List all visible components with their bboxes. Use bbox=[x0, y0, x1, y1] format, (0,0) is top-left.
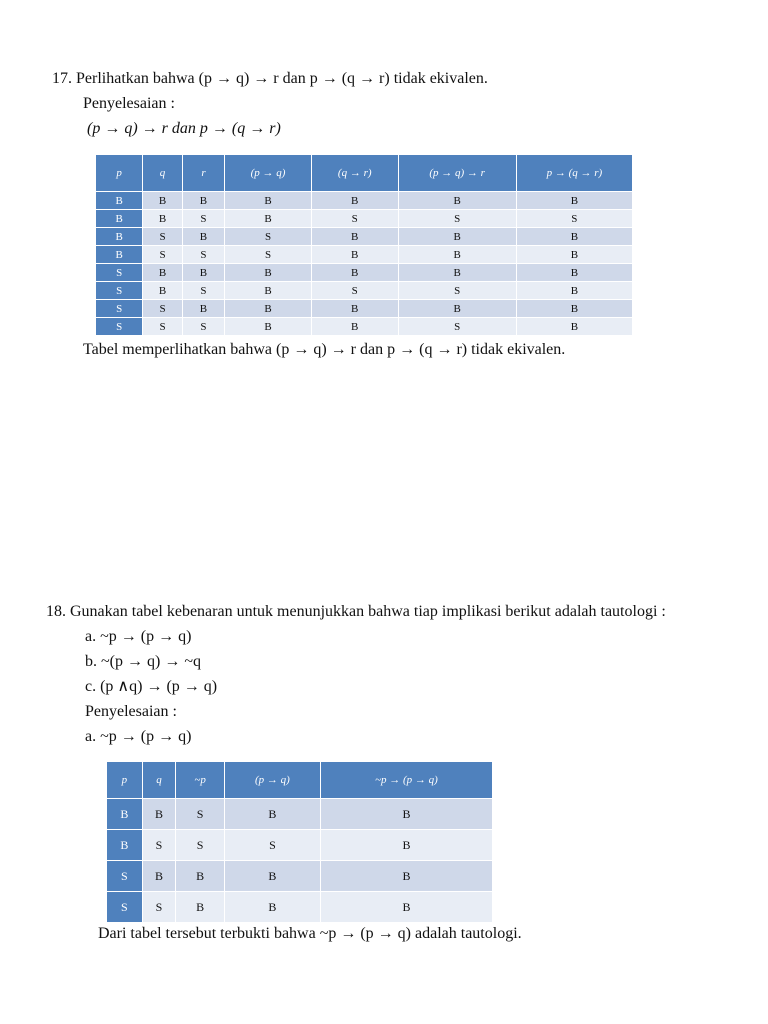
truth-table-17-header: q bbox=[143, 155, 182, 192]
truth-table-18a bbox=[106, 761, 493, 923]
truth-table-17-cell: B bbox=[311, 246, 398, 264]
truth-table-17-row bbox=[96, 192, 633, 210]
problem-18-item-b: b. ~(p → q) → ~q bbox=[85, 653, 201, 670]
truth-table-17-cell: B bbox=[311, 264, 398, 282]
truth-table-17-cell: B bbox=[143, 264, 182, 282]
truth-table-18a-cell: S bbox=[176, 830, 225, 861]
truth-table-18a-cell: B bbox=[224, 861, 320, 892]
truth-table-17-cell: B bbox=[516, 228, 632, 246]
truth-table-17-row bbox=[96, 228, 633, 246]
problem-18-solution-label: Penyelesaian : bbox=[85, 703, 177, 720]
truth-table-17-cell: B bbox=[143, 192, 182, 210]
truth-table-17-cell: S bbox=[182, 282, 224, 300]
truth-table-17-row bbox=[96, 300, 633, 318]
truth-table-17-header: (p → q) → r bbox=[398, 155, 516, 192]
truth-table-17-cell: S bbox=[398, 210, 516, 228]
truth-table-18a-cell: B bbox=[320, 892, 492, 923]
truth-table-17-cell: B bbox=[225, 282, 312, 300]
truth-table-18a-cell: S bbox=[176, 799, 225, 830]
truth-table-18a-header-row bbox=[107, 762, 493, 799]
problem-18-solution-a: a. ~p → (p → q) bbox=[85, 728, 192, 745]
truth-table-18a-header: ~p → (p → q) bbox=[320, 762, 492, 799]
truth-table-17-cell: B bbox=[96, 192, 143, 210]
truth-table-17-cell: B bbox=[516, 300, 632, 318]
truth-table-18a-header: p bbox=[107, 762, 143, 799]
truth-table-17-cell: S bbox=[225, 228, 312, 246]
truth-table-17-cell: B bbox=[398, 192, 516, 210]
truth-table-17 bbox=[95, 154, 633, 336]
truth-table-17-cell: S bbox=[311, 282, 398, 300]
truth-table-18a-cell: B bbox=[107, 830, 143, 861]
truth-table-17-row bbox=[96, 282, 633, 300]
truth-table-18a-cell: S bbox=[142, 892, 176, 923]
problem-18-item-a: a. ~p → (p → q) bbox=[85, 628, 192, 645]
truth-table-17-cell: B bbox=[516, 246, 632, 264]
truth-table-17-row bbox=[96, 264, 633, 282]
truth-table-17-cell: S bbox=[143, 228, 182, 246]
truth-table-18a-cell: B bbox=[224, 799, 320, 830]
truth-table-17-cell: B bbox=[398, 246, 516, 264]
problem-18-title: 18. Gunakan tabel kebenaran untuk menunjukkan bahwa tiap implikasi berikut adalah tautologi : bbox=[46, 603, 666, 620]
truth-table-17-cell: S bbox=[182, 246, 224, 264]
truth-table-17-cell: B bbox=[311, 318, 398, 336]
truth-table-17-cell: B bbox=[225, 300, 312, 318]
truth-table-17-cell: S bbox=[96, 318, 143, 336]
truth-table-17-row bbox=[96, 318, 633, 336]
truth-table-17-header: (q → r) bbox=[311, 155, 398, 192]
truth-table-18a-cell: B bbox=[176, 861, 225, 892]
truth-table-17-cell: B bbox=[96, 228, 143, 246]
truth-table-17-cell: B bbox=[398, 264, 516, 282]
truth-table-18a-row bbox=[107, 861, 493, 892]
truth-table-17-cell: S bbox=[225, 246, 312, 264]
truth-table-18a-cell: B bbox=[320, 799, 492, 830]
truth-table-17-header: (p → q) bbox=[225, 155, 312, 192]
truth-table-17-cell: S bbox=[182, 210, 224, 228]
truth-table-17-header: p → (q → r) bbox=[516, 155, 632, 192]
truth-table-17-cell: B bbox=[225, 264, 312, 282]
truth-table-18a-row bbox=[107, 892, 493, 923]
truth-table-18a-header: (p → q) bbox=[224, 762, 320, 799]
truth-table-17-row bbox=[96, 246, 633, 264]
truth-table-17-cell: B bbox=[311, 192, 398, 210]
truth-table-18a-cell: S bbox=[107, 861, 143, 892]
truth-table-17-cell: B bbox=[516, 282, 632, 300]
truth-table-17-cell: B bbox=[225, 318, 312, 336]
truth-table-18a-row bbox=[107, 830, 493, 861]
problem-17-conclusion: Tabel memperlihatkan bahwa (p → q) → r dan p → (q → r) tidak ekivalen. bbox=[83, 341, 566, 358]
truth-table-17-cell: B bbox=[311, 300, 398, 318]
truth-table-17-cell: S bbox=[398, 318, 516, 336]
truth-table-17-row bbox=[96, 210, 633, 228]
truth-table-17-cell: B bbox=[225, 192, 312, 210]
truth-table-17-cell: S bbox=[143, 300, 182, 318]
truth-table-17-cell: S bbox=[143, 318, 182, 336]
problem-17-expression: (p → q) → r dan p → (q → r) bbox=[87, 120, 281, 137]
truth-table-17-header-row bbox=[96, 155, 633, 192]
truth-table-17-cell: B bbox=[516, 318, 632, 336]
truth-table-17-cell: B bbox=[311, 228, 398, 246]
truth-table-18a-cell: B bbox=[320, 830, 492, 861]
truth-table-17-cell: B bbox=[182, 192, 224, 210]
truth-table-17-cell: S bbox=[96, 264, 143, 282]
truth-table-18a-cell: S bbox=[142, 830, 176, 861]
truth-table-17-header: r bbox=[182, 155, 224, 192]
truth-table-17-cell: S bbox=[143, 246, 182, 264]
truth-table-17-cell: S bbox=[398, 282, 516, 300]
truth-table-18a-header: q bbox=[142, 762, 176, 799]
truth-table-18a-cell: B bbox=[142, 861, 176, 892]
truth-table-17-cell: B bbox=[182, 264, 224, 282]
truth-table-17-cell: B bbox=[516, 192, 632, 210]
truth-table-18a-row bbox=[107, 799, 493, 830]
truth-table-18a-cell: S bbox=[224, 830, 320, 861]
truth-table-17-cell: B bbox=[182, 300, 224, 318]
truth-table-17-cell: S bbox=[182, 318, 224, 336]
truth-table-18a-cell: B bbox=[176, 892, 225, 923]
truth-table-17-cell: B bbox=[182, 228, 224, 246]
truth-table-18a-header: ~p bbox=[176, 762, 225, 799]
truth-table-17-cell: S bbox=[96, 300, 143, 318]
truth-table-17-cell: S bbox=[516, 210, 632, 228]
truth-table-18a-cell: B bbox=[142, 799, 176, 830]
truth-table-17-cell: B bbox=[96, 246, 143, 264]
truth-table-18a-cell: S bbox=[107, 892, 143, 923]
truth-table-17-cell: B bbox=[96, 210, 143, 228]
truth-table-17-cell: B bbox=[143, 210, 182, 228]
truth-table-18a-cell: B bbox=[107, 799, 143, 830]
truth-table-17-cell: S bbox=[311, 210, 398, 228]
problem-17-title: 17. Perlihatkan bahwa (p → q) → r dan p → (q → r) tidak ekivalen. bbox=[52, 70, 488, 87]
truth-table-18a-cell: B bbox=[224, 892, 320, 923]
truth-table-17-cell: B bbox=[398, 228, 516, 246]
truth-table-17-cell: B bbox=[516, 264, 632, 282]
problem-18-conclusion: Dari tabel tersebut terbukti bahwa ~p → (p → q) adalah tautologi. bbox=[98, 925, 522, 942]
truth-table-17-header: p bbox=[96, 155, 143, 192]
truth-table-17-cell: B bbox=[143, 282, 182, 300]
problem-17-solution-label: Penyelesaian : bbox=[83, 95, 175, 112]
truth-table-18a-cell: B bbox=[320, 861, 492, 892]
problem-18-item-c: c. (p ∧q) → (p → q) bbox=[85, 678, 218, 695]
truth-table-17-cell: B bbox=[398, 300, 516, 318]
truth-table-17-cell: B bbox=[225, 210, 312, 228]
truth-table-17-cell: S bbox=[96, 282, 143, 300]
